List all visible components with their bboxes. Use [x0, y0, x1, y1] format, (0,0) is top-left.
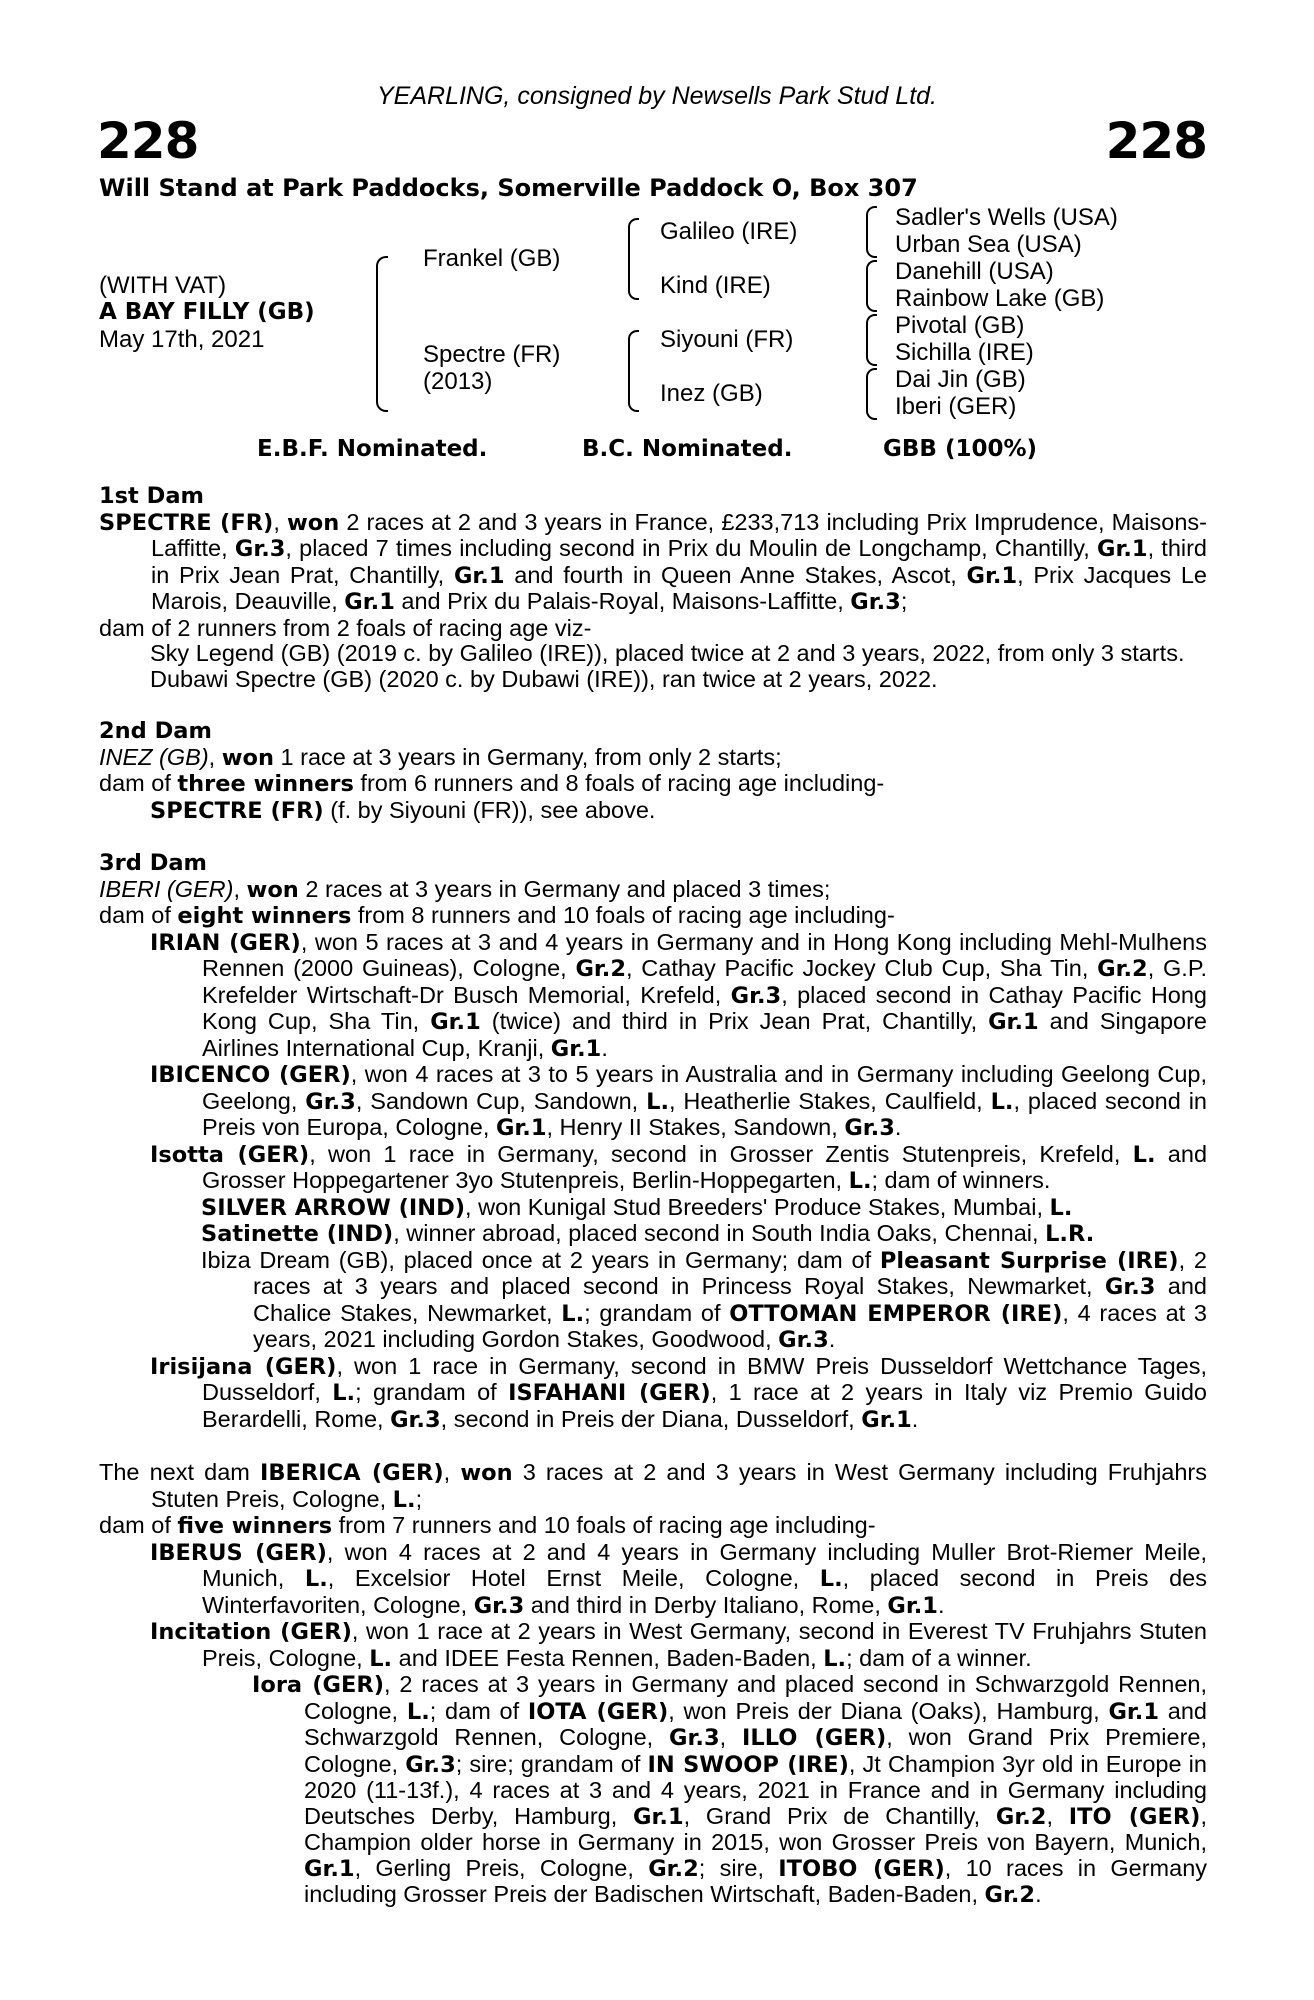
produce-entry: IBICENCO (GER), won 4 races at 3 to 5 years in Australia and in Germany including Geelong Cup, Geelong, Gr.3, Sandown Cup, Sandown, L., Heatherlie Stakes, Caulfield, L., placed second in Preis von Europa, Cologne, Gr.1, Henry II Stakes, Sandown, Gr.3. [150, 1061, 1208, 1141]
ebf-nomination: E.B.F. Nominated. [257, 436, 488, 462]
pedigree-bracket [628, 218, 639, 300]
sire-dam: Kind (IRE) [660, 272, 771, 299]
produce-entry: Ibiza Dream (GB), placed once at 2 years in Germany; dam of Pleasant Surprise (IRE), 2 races at 3 years and placed second in Princess Royal Stakes, Newmarket, Gr.3 and Chalice Stakes, Newmarket, L.; grandam of OTTOMAN EMPEROR (IRE), 4 races at 3 years, 2021 including Gordon Stakes, Goodwood, Gr.3. [201, 1246, 1207, 1353]
dam-dam: Inez (GB) [660, 380, 763, 407]
dam-name: Spectre (FR) [423, 341, 561, 368]
second-dam-record: INEZ (GB), won 1 race at 3 years in Germany, from only 2 starts; [99, 743, 782, 771]
next-dam-produce-summary: dam of five winners from 7 runners and 10 foals of racing age including- [99, 1512, 876, 1539]
produce-entry: Iora (GER), 2 races at 3 years in Germany and placed second in Schwarzgold Rennen, Cologne, L.; dam of IOTA (GER), won Preis der Diana (Oaks), Hamburg, Gr.1 and Schwarzgold Rennen, Cologne, Gr.3, ILLO (GER), won Grand Prix Premiere, Cologne, Gr.3; sire; grandam of IN SWOOP (IRE), Jt Champion 3yr old in Europe in 2020 (11-13f.), 4 races at 3 and 4 years, 2021 in France and in Germany including Deutsches Derby, Hamburg, Gr.1, Grand Prix de Chantilly, Gr.2, ITO (GER), Champion older horse in Germany in 2015, won Grosser Preis von Bayern, Munich, Gr.1, Gerling Preis, Cologne, Gr.2; sire, ITOBO (GER), 10 races in Germany including Grosser Preis der Badischen Wirtschaft, Baden-Baden, Gr.2. [252, 1671, 1208, 1908]
lot-number-left: 228 [97, 112, 199, 170]
produce-entry: Incitation (GER), won 1 race at 2 years in West Germany, second in Everest TV Fruhjahrs Stuten Preis, Cologne, L. and IDEE Festa Rennen, Baden-Baden, L.; dam of a winner. [150, 1618, 1207, 1672]
produce-entry: SPECTRE (FR) (f. by Siyouni (FR)), see above. [150, 796, 656, 824]
dam-sire: Siyouni (FR) [660, 326, 794, 353]
produce-entry: Sky Legend (GB) (2019 c. by Galileo (IRE)), placed twice at 2 and 3 years, 2022, from only 3 starts. [150, 640, 1185, 666]
pedigree-ancestor: Sichilla (IRE) [895, 339, 1034, 366]
pedigree-bracket [866, 260, 877, 312]
produce-entry: SILVER ARROW (IND), won Kunigal Stud Breeders' Produce Stakes, Mumbai, L. [201, 1193, 1073, 1221]
first-dam-record: SPECTRE (FR), won 2 races at 2 and 3 years in France, £233,713 including Prix Imprudence, Maisons-Laffitte, Gr.3, placed 7 times including second in Prix du Moulin de Longchamp, Chantilly, Gr.1, third in Prix Jean Prat, Chantilly, Gr.1 and fourth in Queen Anne Stakes, Ascot, Gr.1, Prix Jacques Le Marois, Deauville, Gr.1 and Prix du Palais-Royal, Maisons-Laffitte, Gr.3; [99, 508, 1208, 615]
pedigree-ancestor: Dai Jin (GB) [895, 366, 1026, 393]
pedigree-ancestor: Sadler's Wells (USA) [895, 204, 1118, 231]
pedigree-bracket [866, 314, 877, 366]
bc-nomination: B.C. Nominated. [582, 436, 793, 462]
produce-entry: Isotta (GER), won 1 race in Germany, second in Grosser Zentis Stutenpreis, Krefeld, L. and Grosser Hoppegartener 3yo Stutenpreis, Berlin-Hoppegarten, L.; dam of winners. [150, 1140, 1208, 1194]
dam-foaling-year: (2013) [423, 368, 493, 395]
sire-sire: Galileo (IRE) [660, 218, 798, 245]
pedigree-bracket [376, 256, 388, 412]
horse-name: A BAY FILLY (GB) [99, 299, 315, 325]
next-dam-record: The next dam IBERICA (GER), won 3 races at 2 and 3 years in West Germany including Fruhjahrs Stuten Preis, Cologne, L.; [99, 1459, 1208, 1513]
stabling-location: Will Stand at Park Paddocks, Somerville Paddock O, Box 307 [99, 174, 918, 202]
first-dam-produce-summary: dam of 2 runners from 2 foals of racing age viz- [99, 614, 592, 641]
produce-entry: IBERUS (GER), won 4 races at 2 and 4 years in Germany including Muller Brot-Riemer Meile, Munich, L., Excelsior Hotel Ernst Meile, Cologne, L., placed second in Preis des Winterfavoriten, Cologne, Gr.3 and third in Derby Italiano, Rome, Gr.1. [150, 1538, 1207, 1619]
third-dam-produce-summary: dam of eight winners from 8 runners and 10 foals of racing age including- [99, 902, 895, 929]
second-dam-heading: 2nd Dam [99, 718, 212, 744]
third-dam-record: IBERI (GER), won 2 races at 3 years in Germany and placed 3 times; [99, 875, 831, 903]
produce-entry: Dubawi Spectre (GB) (2020 c. by Dubawi (IRE)), ran twice at 2 years, 2022. [150, 665, 938, 692]
produce-entry: IRIAN (GER), won 5 races at 3 and 4 years in Germany and in Hong Kong including Mehl-Mulhens Rennen (2000 Guineas), Cologne, Gr.2, Cathay Pacific Jockey Club Cup, Sha Tin, Gr.2, G.P. Krefelder Wirtschaft-Dr Busch Memorial, Krefeld, Gr.3, placed second in Cathay Pacific Hong Kong Cup, Sha Tin, Gr.1 (twice) and third in Prix Jean Prat, Chantilly, Gr.1 and Singapore Airlines International Cup, Kranji, Gr.1. [150, 928, 1207, 1062]
pedigree-bracket [628, 330, 639, 412]
consignor-line: YEARLING, consigned by Newsells Park Stud Ltd. [377, 82, 937, 110]
first-dam-heading: 1st Dam [99, 483, 204, 509]
produce-entry: Satinette (IND), winner abroad, placed second in South India Oaks, Chennai, L.R. [201, 1220, 1095, 1247]
lot-number-right: 228 [1105, 112, 1207, 170]
produce-entry: Irisijana (GER), won 1 race in Germany, second in BMW Preis Dusseldorf Wettchance Tages, Dusseldorf, L.; grandam of ISFAHANI (GER), 1 race at 2 years in Italy viz Premio Guido Berardelli, Rome, Gr.3, second in Preis der Diana, Dusseldorf, Gr.1. [150, 1352, 1207, 1433]
pedigree-ancestor: Danehill (USA) [895, 258, 1054, 285]
pedigree-bracket [866, 368, 877, 420]
produce-record [99, 484, 1207, 1909]
third-dam-heading: 3rd Dam [99, 850, 207, 876]
pedigree-ancestor: Iberi (GER) [895, 393, 1017, 420]
vat-label: (WITH VAT) [99, 272, 227, 299]
sire-name: Frankel (GB) [423, 245, 561, 272]
pedigree-ancestor: Rainbow Lake (GB) [895, 285, 1105, 312]
foaling-date: May 17th, 2021 [99, 326, 265, 353]
pedigree-ancestor: Pivotal (GB) [895, 312, 1025, 339]
pedigree-bracket [866, 206, 877, 258]
next-dam-intro: The next dam [99, 1459, 250, 1485]
pedigree-ancestor: Urban Sea (USA) [895, 231, 1082, 258]
gbb-rating: GBB (100%) [883, 436, 1038, 462]
second-dam-produce-summary: dam of three winners from 6 runners and 8 foals of racing age including- [99, 770, 885, 797]
